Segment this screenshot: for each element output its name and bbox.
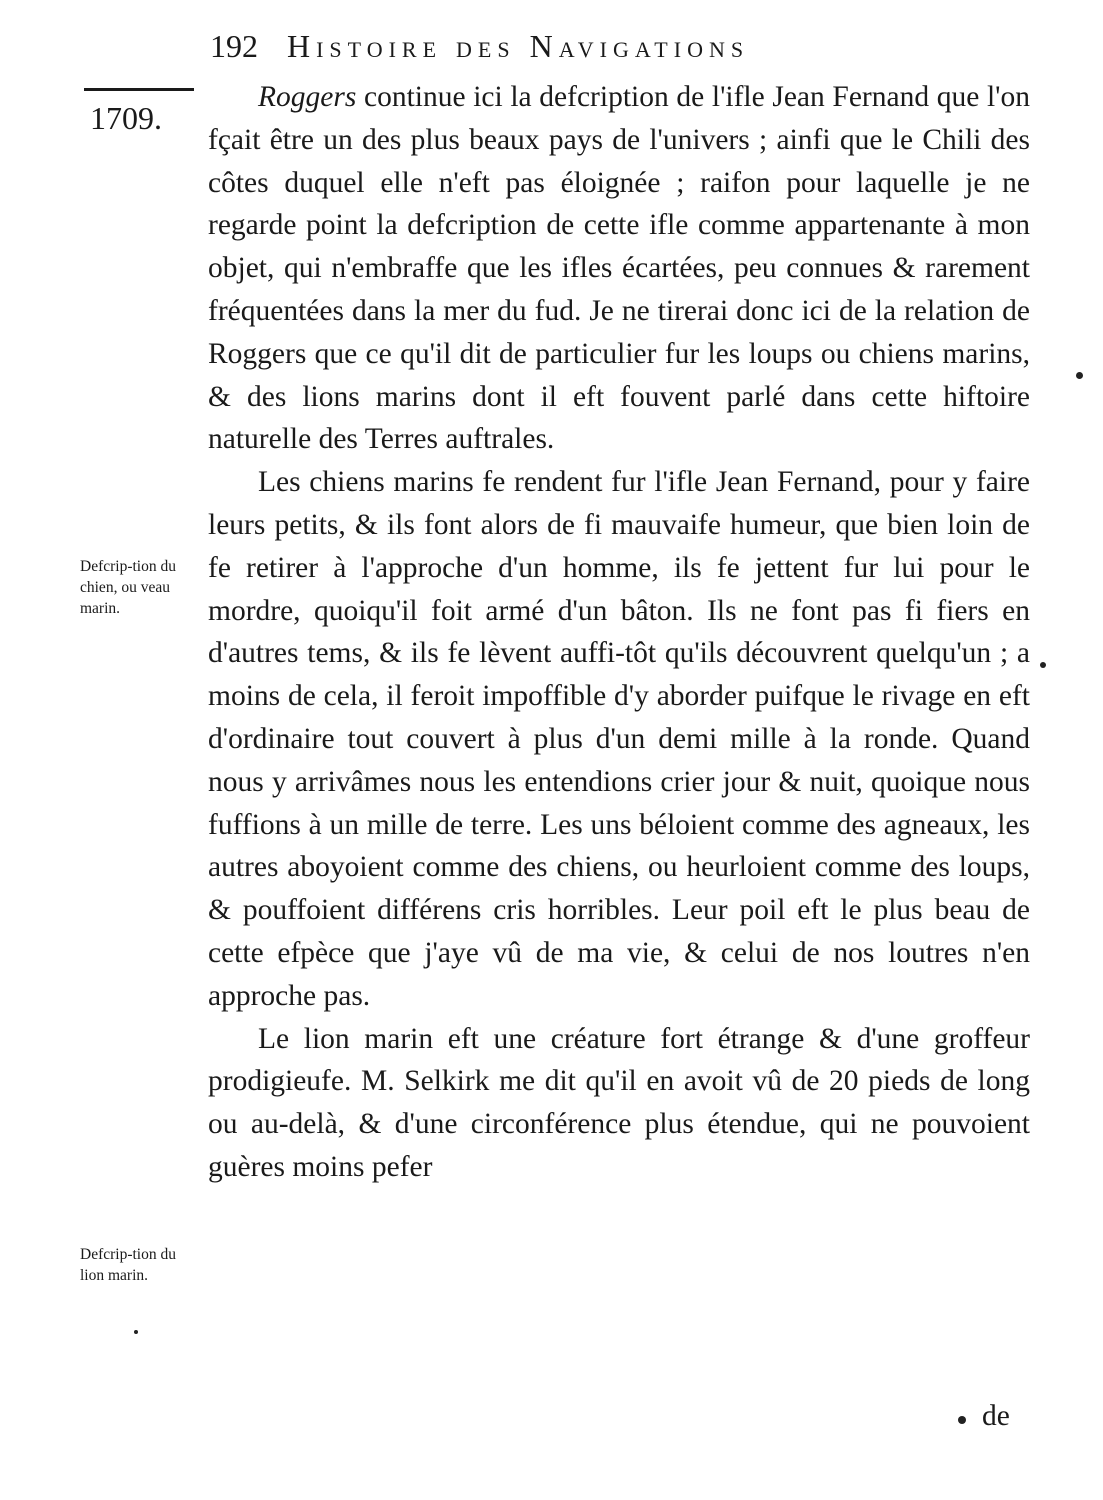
margin-note-dog: Defcrip-tion du chien, ou veau marin. (80, 558, 176, 617)
print-speck (134, 1330, 138, 1334)
year-rule (84, 88, 194, 91)
paragraph-lead-name: Roggers (258, 81, 357, 113)
page-number: 192 (210, 28, 258, 64)
print-speck (958, 1416, 966, 1424)
paragraph-text: continue ici la defcription de l'ifle Jean Fernand que l'on fçait être un des plus beaux pays de l'univers ; ainfi que le Chili des côtes duquel elle n'eft pas éloignée ; raifon pour laquelle je ne regarde point la defcription de cette ifle comme appartenante à mon objet, qui n'embraffe que les ifles écartées, peu connues & rarement fréquentées dans la mer du fud. Je ne tirerai donc ici de la relation de Roggers que ce qu'il dit de particulier fur les loups ou chiens marins, & des lions marins dont il eft fouvent parlé dans cette hiftoire naturelle des Terres auftrales. (208, 81, 1030, 456)
body-text (208, 76, 1030, 1189)
running-header (210, 28, 1040, 65)
running-title: Histoire des Navigations (287, 28, 750, 64)
paragraph-lion-marin: Le lion marin eft une créature fort étrange & d'une groffeur prodigieufe. M. Selkirk me dit qu'il en avoit vû de 20 pieds de long ou au-delà, & d'une circonférence plus étendue, qui ne pouvoient guères moins pefer (208, 1022, 1030, 1183)
paragraph-chiens-marins: Les chiens marins fe rendent fur l'ifle Jean Fernand, pour y faire leurs petits, & ils font alors de fi mauvaife humeur, que bien loin de fe retirer à l'approche d'un homme, ils fe jettent fur lui pour le mordre, quoiqu'il foit armé d'un bâton. Ils ne font pas fi fiers en d'autres tems, & ils fe lèvent auffi-tôt qu'ils découvrent quelqu'un ; a moins de cela, il feroit impoffible d'y aborder puifque le rivage en eft d'ordinaire tout couvert à plus d'un demi mille à la ronde. Quand nous y arrivâmes nous les entendions crier jour & nuit, quoique nous fuffions à un mille de terre. Les uns béloient comme des agneaux, les autres aboyoient comme des chiens, ou heurloient comme des loups, & pouffoient différens cris horribles. Leur poil eft le plus beau de cette efpèce que j'aye vû de ma vie, & celui de nos loutres n'en approche pas. (208, 466, 1030, 1012)
margin-year: 1709. (90, 100, 162, 136)
catchword: de (982, 1400, 1010, 1432)
print-speck (1040, 662, 1046, 668)
print-speck (1076, 372, 1083, 379)
paragraph-roggers (208, 76, 1030, 461)
margin-note-lion: Defcrip-tion du lion marin. (80, 1246, 176, 1284)
